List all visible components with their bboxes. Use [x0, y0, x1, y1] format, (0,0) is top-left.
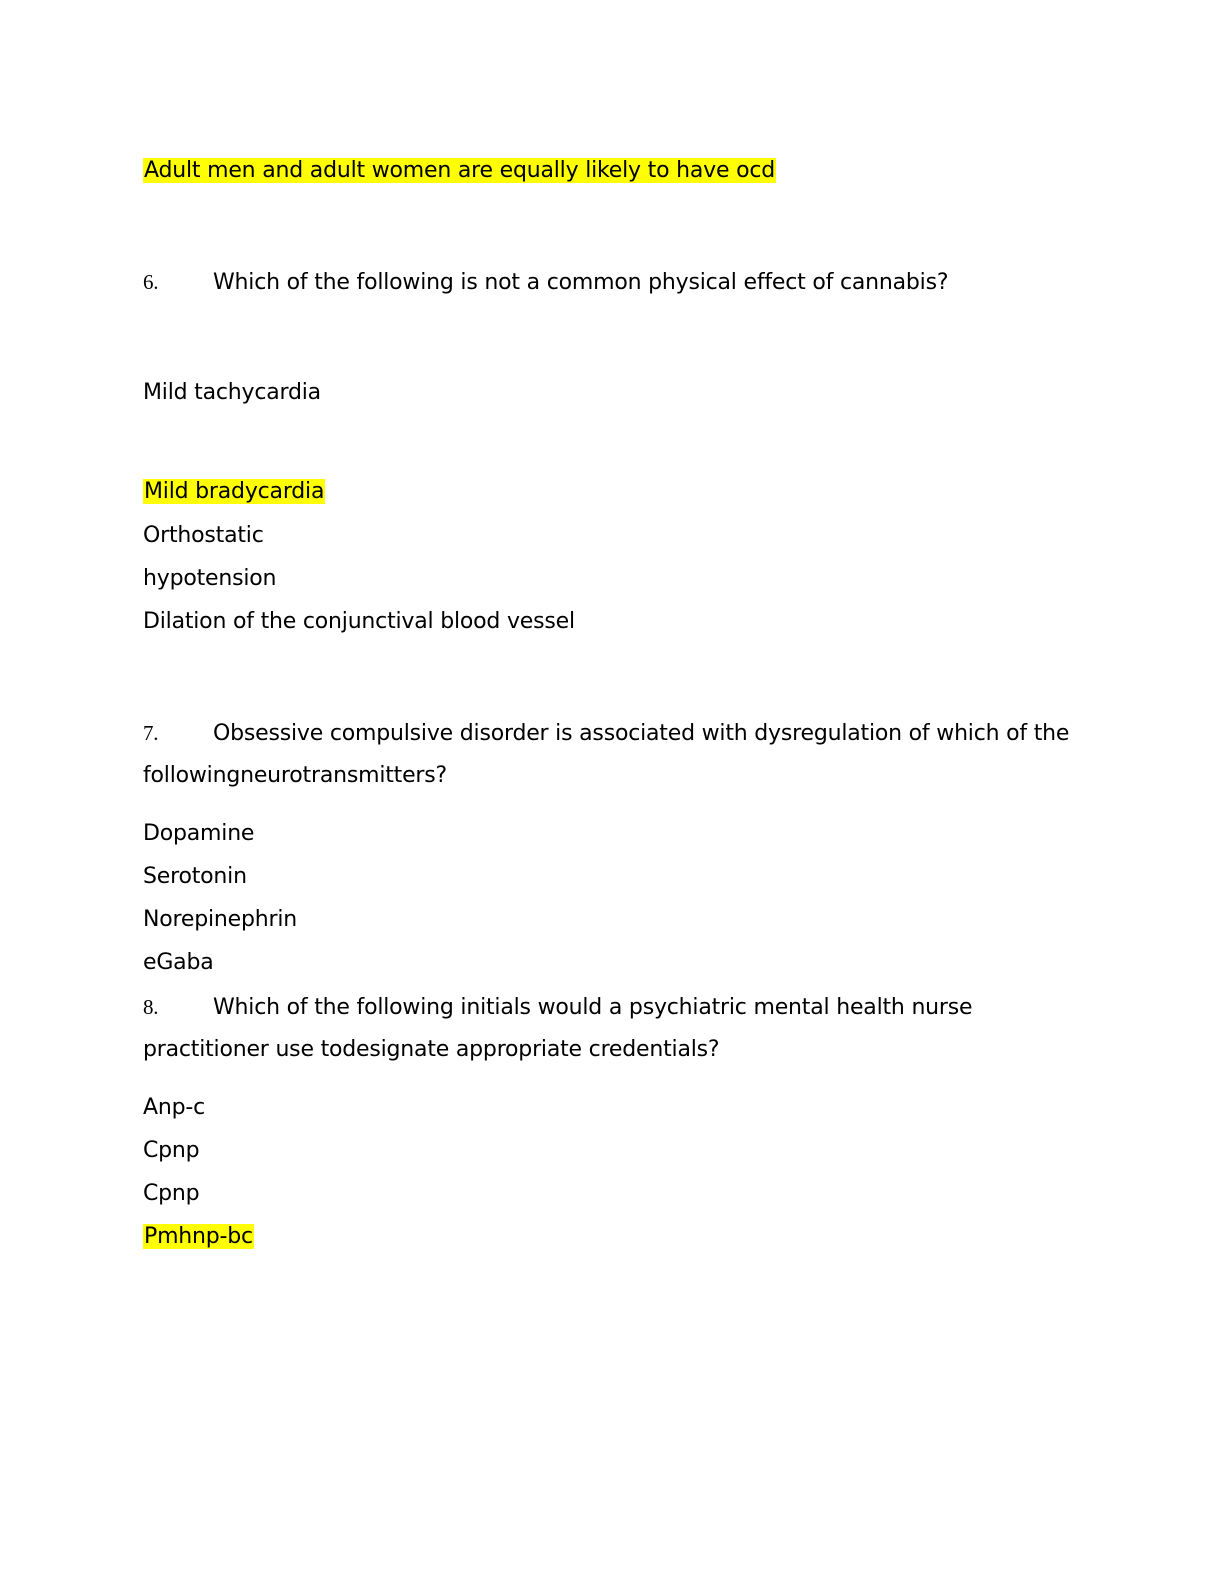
option-text: Mild tachycardia [143, 380, 321, 405]
q8-option-1 [143, 1094, 205, 1122]
question-7-continued [143, 762, 447, 790]
option-text: hypotension [143, 566, 277, 591]
option-text: Dopamine [143, 821, 255, 846]
option-text: Norepinephrin [143, 907, 297, 932]
q6-option-1 [143, 379, 321, 407]
question-6 [143, 268, 948, 297]
q6-option-3 [143, 522, 264, 550]
option-text: eGaba [143, 950, 214, 975]
q6-option-5 [143, 608, 575, 636]
q8-option-4 [143, 1223, 254, 1251]
option-text: Serotonin [143, 864, 247, 889]
option-text: Anp-c [143, 1095, 205, 1120]
option-text: Dilation of the conjunctival blood vessel [143, 609, 575, 634]
q7-option-1 [143, 820, 254, 848]
question-number: 8. [143, 995, 159, 1019]
q8-option-3 [143, 1180, 199, 1208]
question-7 [143, 719, 1069, 748]
question-text: followingneurotransmitters? [143, 763, 448, 788]
question-text: Obsessive compulsive disorder is associated with dysregulation of which of the [213, 721, 1070, 746]
question-text: Which of the following is not a common physical effect of cannabis? [213, 270, 949, 295]
q7-option-4 [143, 949, 214, 977]
question-number: 6. [143, 270, 159, 294]
previous-answer-line [143, 157, 776, 185]
question-text: practitioner use todesignate appropriate credentials? [143, 1037, 720, 1062]
question-text: Which of the following initials would a psychiatric mental health nurse [213, 995, 973, 1020]
highlighted-answer: Pmhnp-bc [144, 1224, 253, 1249]
question-number: 7. [143, 721, 159, 745]
option-text: Orthostatic [143, 523, 264, 548]
question-8 [143, 993, 972, 1022]
q7-option-2 [143, 863, 247, 891]
q8-option-2 [143, 1137, 199, 1165]
q6-option-4 [143, 565, 276, 593]
q7-option-3 [143, 906, 297, 934]
option-text: Cpnp [143, 1138, 200, 1163]
highlighted-answer: Mild bradycardia [144, 479, 325, 504]
q6-option-2 [143, 478, 325, 506]
option-text: Cpnp [143, 1181, 200, 1206]
highlighted-answer: Adult men and adult women are equally likely to have ocd [144, 158, 776, 183]
question-8-continued [143, 1036, 719, 1064]
